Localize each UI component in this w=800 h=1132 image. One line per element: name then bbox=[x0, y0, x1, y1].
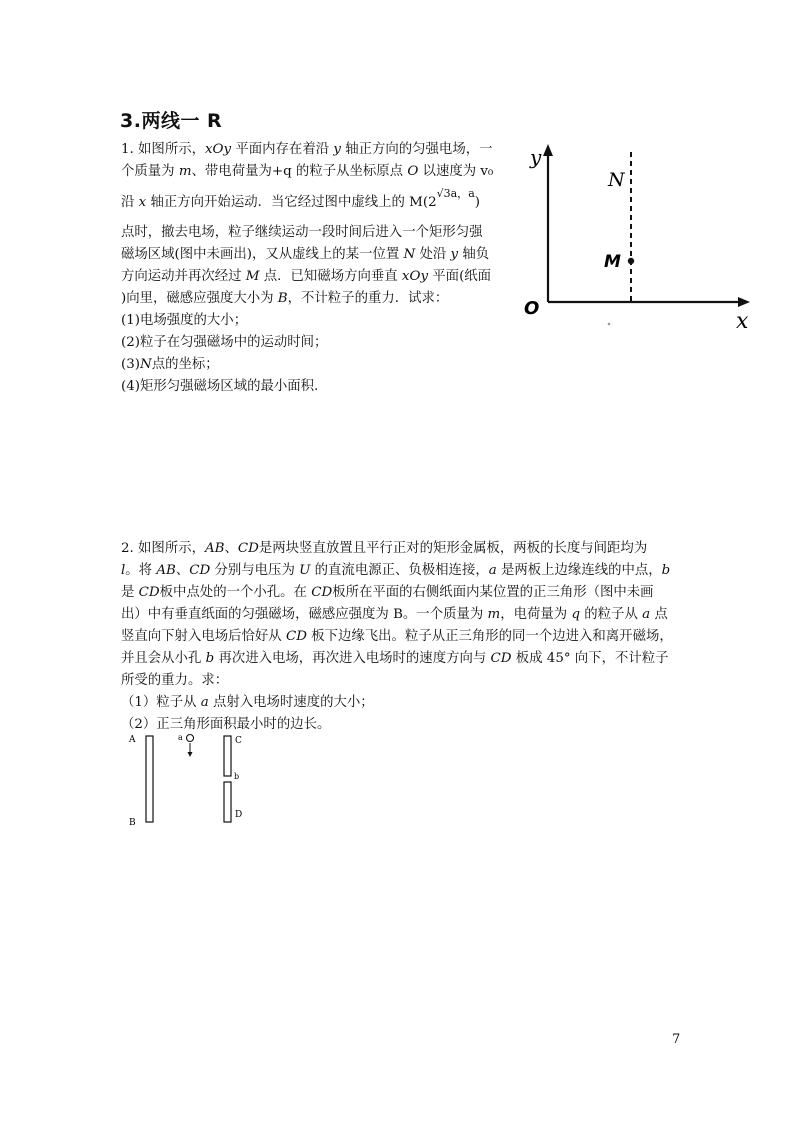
label-d-plate: D bbox=[235, 810, 243, 820]
label-c-plate: C bbox=[235, 736, 242, 746]
q2-line-6: 并且会从小孔 b 再次进入电场，再次进入电场时的速度方向与 CD 板成 45° 向下，不计粒子 bbox=[121, 651, 669, 666]
q2-sub-2: （2）正三角形面积最小时的边长。 bbox=[121, 717, 331, 732]
velocity-arrow-head bbox=[188, 752, 193, 757]
q2-line-4: 出）中有垂直纸面的匀强磁场，磁感应强度为 B。一个质量为 m，电荷量为 q 的粒子从 a 点 bbox=[121, 607, 668, 622]
q1-line-4: 点时，撤去电场，粒子继续运动一段时间后进入一个矩形匀强 bbox=[121, 225, 483, 240]
y-axis-arrow bbox=[543, 144, 553, 156]
q1-sub-3: (3)N点的坐标； bbox=[121, 357, 219, 372]
x-axis-label: x bbox=[736, 309, 749, 334]
q1-line-1: 1. 如图所示，xOy 平面内存在着沿 y 轴正方向的匀强电场，一 bbox=[121, 142, 493, 157]
point-n-label: N bbox=[608, 169, 625, 191]
q1-sub-2: (2)粒子在匀强磁场中的运动时间； bbox=[121, 335, 328, 350]
label-a-plate: A bbox=[129, 735, 136, 745]
page-number: 7 bbox=[672, 1032, 681, 1047]
q2-line-3: 是 CD板中点处的一个小孔。在 CD板所在平面的右侧纸面内某位置的正三角形（图中未画 bbox=[121, 585, 654, 600]
figure-1-coordinate-diagram bbox=[514, 140, 764, 340]
particle-a bbox=[187, 735, 194, 742]
q2-line-2: l。将 AB、CD 分别与电压为 U 的直流电源正、负极相连接，a 是两板上边缘连线的中点，b bbox=[121, 563, 671, 578]
q1-line-2: 个质量为 m、带电荷量为+q 的粒子从坐标原点 O 以速度为 v₀ bbox=[121, 164, 494, 179]
plate-c-upper bbox=[224, 736, 231, 776]
q1-line-6: 方向运动并再次经过 M 点．已知磁场方向垂直 xOy 平面(纸面 bbox=[121, 269, 492, 284]
small-mark bbox=[608, 323, 611, 326]
q1-sub-1: (1)电场强度的大小； bbox=[121, 313, 248, 328]
label-a-point: a bbox=[178, 733, 183, 742]
label-b-hole: b bbox=[234, 772, 240, 781]
q2-line-7: 所受的重力。求： bbox=[121, 673, 229, 688]
figure-2-plates-diagram bbox=[120, 728, 260, 838]
origin-label: O bbox=[524, 298, 540, 319]
q2-line-1: 2. 如图所示，AB、CD是两块竖直放置且平行正对的矩形金属板，两板的长度与间距均为 bbox=[121, 541, 648, 556]
y-axis-label: y bbox=[530, 145, 542, 169]
q2-sub-1: （1）粒子从 a 点射入电场时速度的大小； bbox=[121, 695, 374, 710]
x-axis-arrow bbox=[738, 297, 750, 307]
q1-line-7: )向里，磁感应强度大小为 B，不计粒子的重力．试求： bbox=[121, 291, 449, 306]
label-b-plate: B bbox=[129, 818, 136, 828]
section-heading: 3.两线一 R bbox=[120, 110, 223, 132]
q1-sub-4: (4)矩形匀强磁场区域的最小面积. bbox=[121, 379, 319, 394]
q1-line-3: 沿 x 轴正方向开始运动．当它经过图中虚线上的 $M(2^{√3a,a})$ bbox=[121, 187, 480, 210]
plate-ab bbox=[146, 736, 153, 822]
point-m-label: M bbox=[604, 252, 621, 272]
point-m-dot bbox=[628, 258, 634, 264]
q1-line-5: 磁场区域(图中未画出)，又从虚线上的某一位置 N 处沿 y 轴负 bbox=[121, 247, 490, 262]
plate-d-lower bbox=[224, 782, 231, 822]
q2-line-5: 竖直向下射入电场后恰好从 CD 板下边缘飞出。粒子从正三角形的同一个边进入和离开磁场， bbox=[121, 629, 673, 644]
